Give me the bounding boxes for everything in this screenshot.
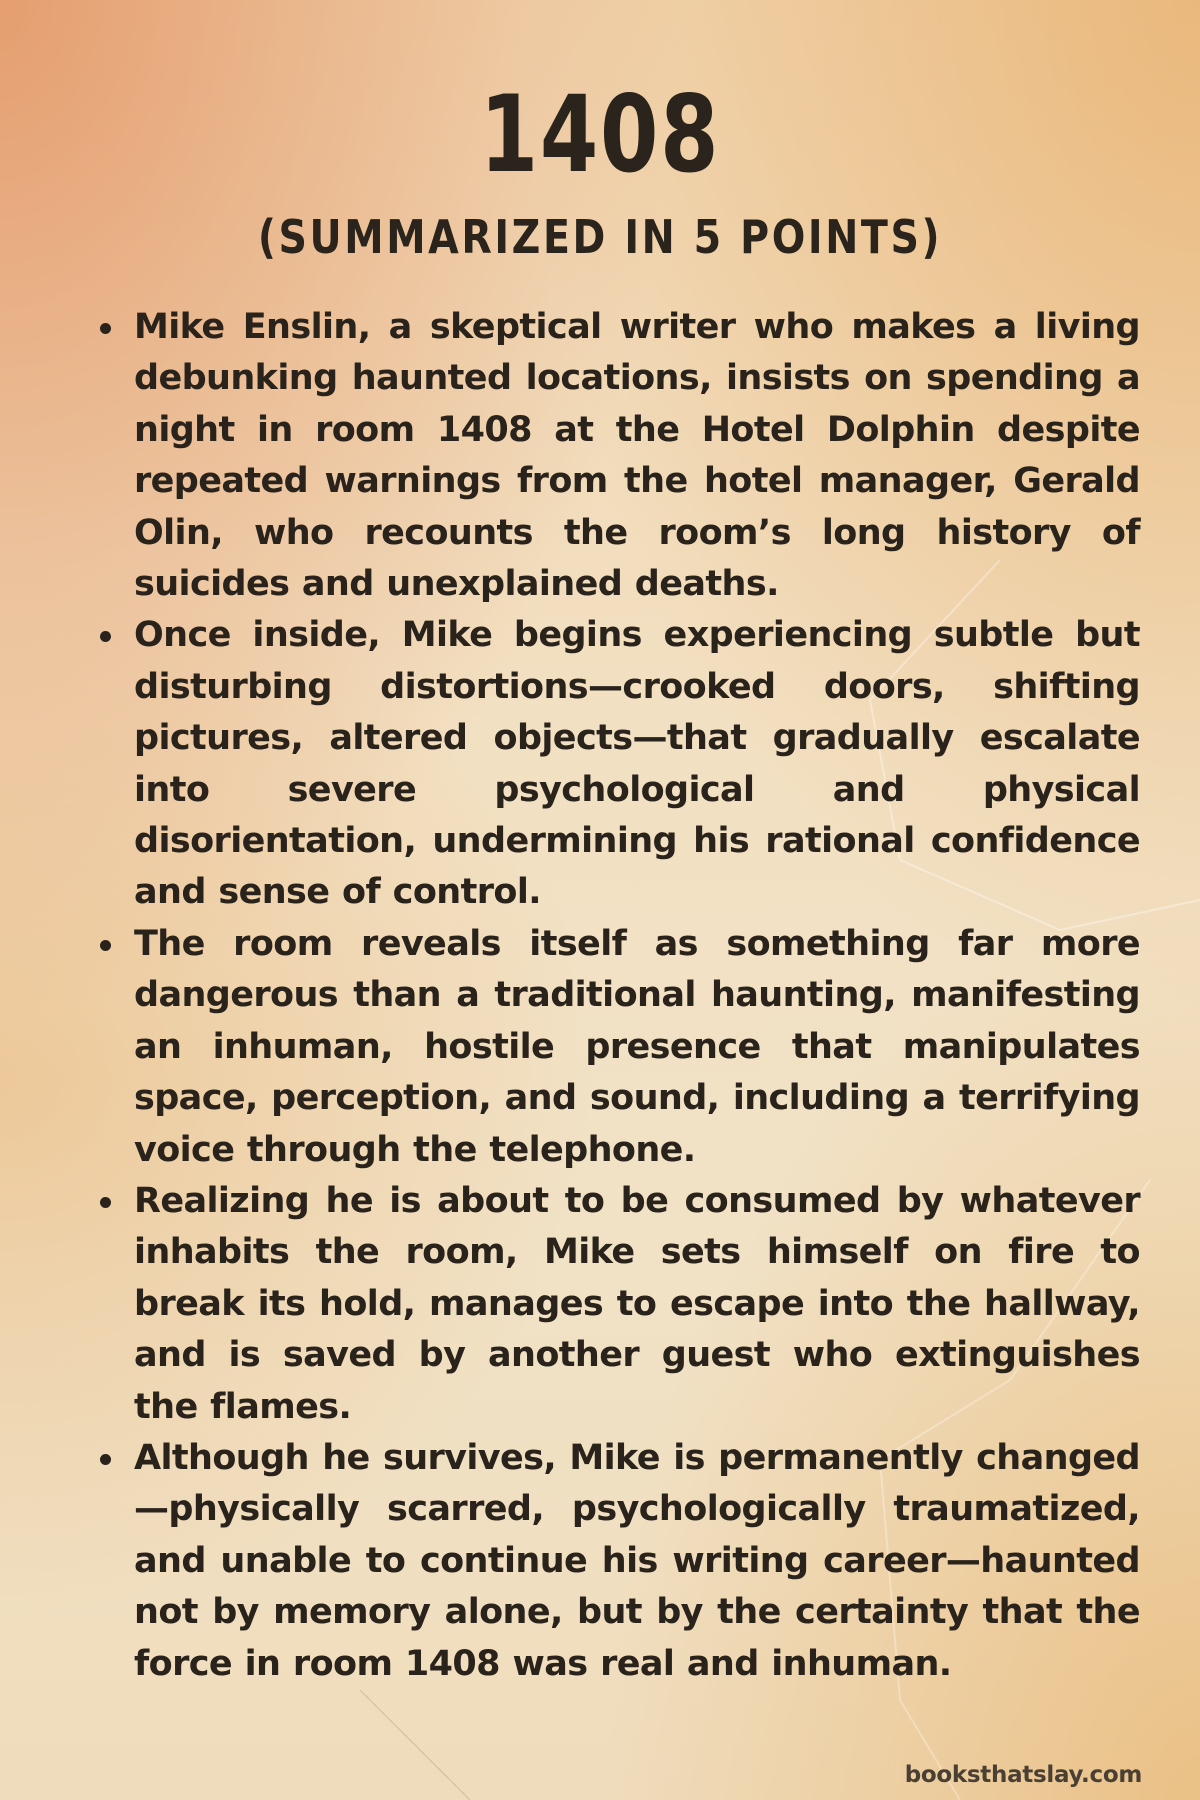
summary-point-text: Realizing he is about to be consumed by whatever inhabits the room, Mike sets himself on fire to break its hold, manages to escape into the hallway, and is saved by another guest who extinguishes the flames. — [134, 1180, 1140, 1427]
bullet-icon — [100, 940, 111, 951]
summary-point-text: Once inside, Mike begins experiencing subtle but disturbing distortions—crooked doors, shifting pictures, altered objects—that gradually escalate into severe psychological and physical disorientation, undermining his rational confidence and sense of control. — [134, 615, 1140, 913]
bullet-icon — [100, 323, 111, 334]
bullet-icon — [100, 1197, 111, 1208]
site-watermark: booksthatslay.com — [904, 1762, 1142, 1788]
summary-point — [96, 610, 1140, 918]
page-subtitle: (SUMMARIZED IN 5 POINTS) — [257, 210, 943, 264]
summary-point-text: Although he survives, Mike is permanently changed—physically scarred, psychologically traumatized, and unable to continue his writing career—haunted not by memory alone, but by the certainty that the force in room 1408 was real and inhuman. — [134, 1437, 1140, 1684]
summary-point — [96, 1176, 1140, 1433]
summary-point-text: Mike Enslin, a skeptical writer who makes a living debunking haunted locations, insists on spending a night in room 1408 at the Hotel Dolphin despite repeated warnings from the hotel manager, Gerald Olin, who recounts the room’s long history of suicides and unexplained deaths. — [134, 307, 1140, 605]
page-title: 1408 — [479, 73, 721, 196]
summary-point — [96, 919, 1140, 1176]
bullet-icon — [100, 631, 111, 642]
summary-point-text: The room reveals itself as something far more dangerous than a traditional haunting, manifesting an inhuman, hostile presence that manipulates space, perception, and sound, including a terrifying voice through the telephone. — [134, 923, 1140, 1170]
summary-point — [96, 302, 1140, 610]
summary-points-list — [96, 302, 1140, 1690]
summary-point — [96, 1433, 1140, 1690]
bullet-icon — [100, 1454, 111, 1465]
